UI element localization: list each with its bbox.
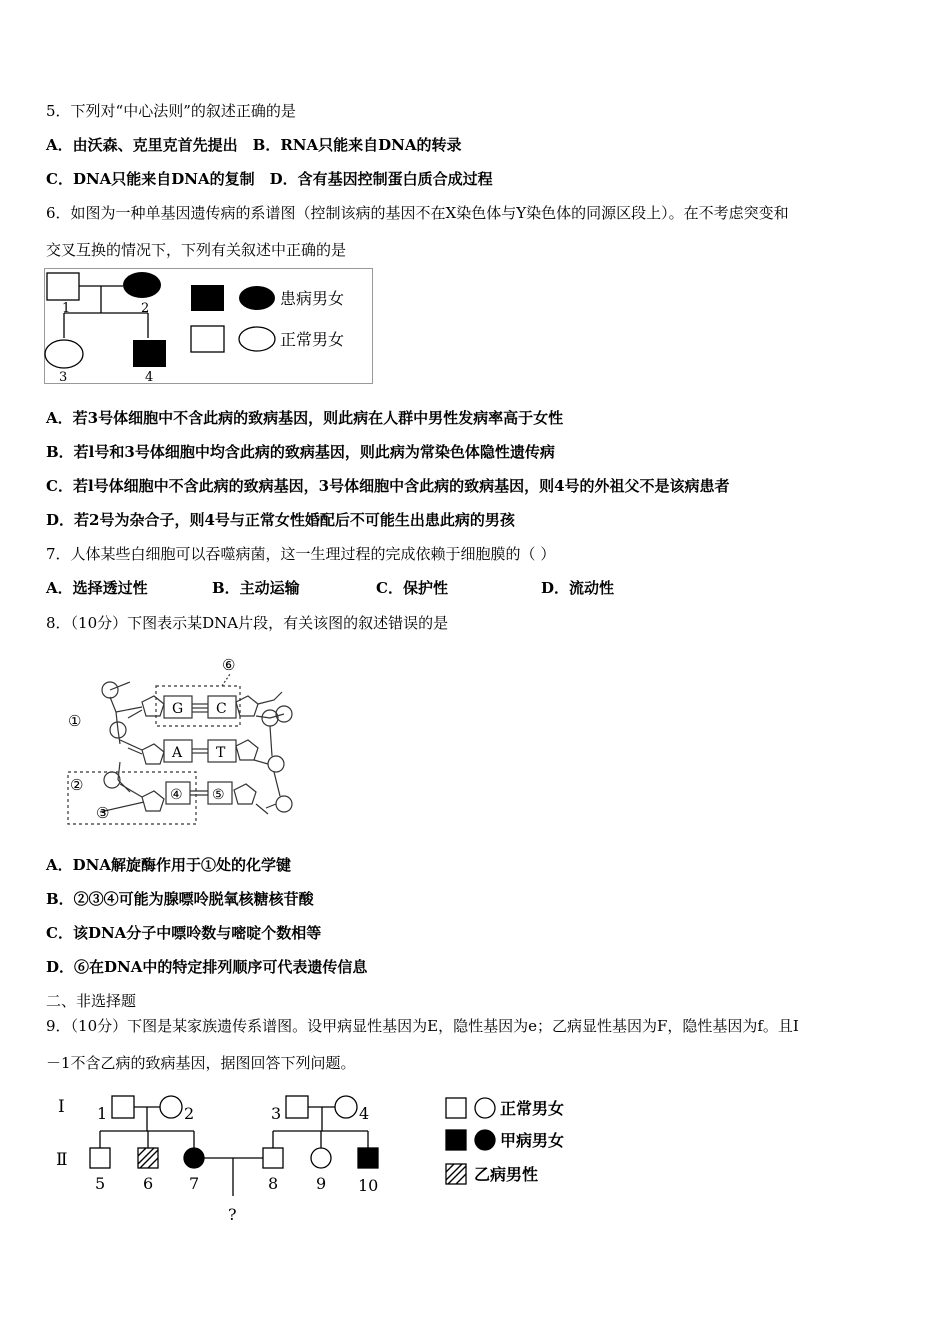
q8-option-d: D．⑥在DNA中的特定排列顺序可代表遗传信息: [46, 958, 368, 976]
q9-I1-normal-male: [112, 1096, 134, 1118]
q6-individual-3-normal-female: [45, 340, 83, 368]
q9-id-5: 5: [95, 1174, 106, 1193]
q9-stem-line1: 9．（10分）下图是某家族遗传系谱图。设甲病显性基因为E，隐性基因为e；乙病显性基因为F，隐性基因为f。且Ⅰ: [46, 1017, 799, 1035]
q9-id-2: 2: [184, 1104, 195, 1123]
q6-option-b: B．若l号和3号体细胞中均含此病的致病基因，则此病为常染色体隐性遗传病: [46, 443, 555, 461]
q7-option-d: D．流动性: [541, 579, 615, 597]
q8-option-c: C．该DNA分子中嘌呤数与嘧啶个数相等: [46, 924, 322, 942]
q9-I3-normal-male: [286, 1096, 308, 1118]
q6-id-1: 1: [62, 301, 71, 316]
q6-id-4: 4: [145, 370, 154, 385]
q5-option-cd: C．DNA只能来自DNA的复制 D．含有基因控制蛋白质合成过程: [46, 170, 493, 188]
q9-II6-disease-b-male: [138, 1148, 158, 1168]
q9-legend-disease-a: 甲病男女: [500, 1131, 565, 1150]
q6-legend-affected-male-symbol: [191, 285, 224, 311]
q8-marker-2: ②: [70, 776, 84, 794]
q7-stem: 7．人体某些白细胞可以吞噬病菌，这一生理过程的完成依赖于细胞膜的（ ）: [46, 545, 556, 563]
q9-unknown-child: ?: [228, 1205, 237, 1224]
q9-legend-normal-male-symbol: [446, 1098, 466, 1118]
q8-marker-3: ③: [96, 804, 110, 822]
q9-stem-line2: －1不含乙病的致病基因，据图回答下列问题。: [46, 1054, 356, 1072]
q6-individual-2-affected-female: [123, 272, 161, 298]
q6-stem-line1: 6．如图为一种单基因遗传病的系谱图（控制该病的基因不在X染色体与Y染色体的同源区段上）。在不考虑突变和: [46, 204, 789, 222]
q6-id-2: 2: [141, 301, 150, 316]
q5-option-ab: A．由沃森、克里克首先提出 B．RNA只能来自DNA的转录: [46, 136, 462, 154]
q9-legend-normal: 正常男女: [500, 1099, 565, 1118]
q9-legend-disease-a-male-symbol: [446, 1130, 466, 1150]
q6-individual-4-affected-male: [133, 340, 166, 367]
q6-legend-affected-female-symbol: [239, 286, 275, 310]
q9-id-10: 10: [358, 1176, 379, 1195]
q8-dna-figure: [62, 652, 307, 832]
section-heading: 二、非选择题: [46, 992, 137, 1010]
q6-legend-normal-female-symbol: [239, 327, 275, 351]
q8-option-a: A．DNA解旋酶作用于①处的化学键: [46, 856, 291, 874]
q9-gen-label-II: Ⅱ: [56, 1150, 68, 1170]
q6-option-d: D．若2号为杂合子，则4号与正常女性婚配后不可能生出患此病的男孩: [46, 511, 515, 529]
q9-id-3: 3: [271, 1104, 282, 1123]
q6-option-c: C．若l号体细胞中不含此病的致病基因，3号体细胞中含此病的致病基因，则4号的外祖父不是该病患者: [46, 477, 730, 495]
q6-pedigree-figure: [44, 268, 374, 385]
q8-base-t: T: [216, 745, 226, 761]
q8-marker-4: ④: [170, 787, 183, 803]
q9-legend-disease-a-female-symbol: [475, 1130, 495, 1150]
q9-id-7: 7: [189, 1174, 200, 1193]
q6-stem-line2: 交叉互换的情况下，下列有关叙述中正确的是: [46, 241, 347, 259]
q6-legend-affected: 患病男女: [280, 289, 345, 308]
q9-legend-disease-b-male-symbol: [446, 1164, 466, 1184]
q9-gen-label-I: Ⅰ: [58, 1097, 65, 1117]
q9-id-1: 1: [97, 1104, 108, 1123]
q9-id-6: 6: [143, 1174, 154, 1193]
q8-option-b: B．②③④可能为腺嘌呤脱氧核糖核苷酸: [46, 890, 314, 908]
q9-II7-disease-a-female: [184, 1148, 204, 1168]
q9-II9-normal-female: [311, 1148, 331, 1168]
q7-option-b: B．主动运输: [212, 579, 300, 597]
q9-pedigree-figure: [52, 1088, 592, 1228]
q9-II5-normal-male: [90, 1148, 110, 1168]
q6-individual-1-normal-male: [47, 273, 79, 300]
q9-I4-normal-female: [335, 1096, 357, 1118]
q9-II10-disease-a-male: [358, 1148, 378, 1168]
q6-id-3: 3: [59, 370, 68, 385]
q9-legend-disease-b: 乙病男性: [474, 1165, 539, 1184]
q9-id-4: 4: [359, 1104, 370, 1123]
q8-marker-6: ⑥: [222, 656, 236, 674]
q9-legend-normal-female-symbol: [475, 1098, 495, 1118]
q6-legend-normal-male-symbol: [191, 326, 224, 352]
q8-marker-1: ①: [68, 712, 82, 730]
q8-base-c: C: [216, 701, 227, 717]
q8-stem: 8．（10分）下图表示某DNA片段，有关该图的叙述错误的是: [46, 614, 449, 632]
q7-option-c: C．保护性: [376, 579, 448, 597]
q6-option-a: A．若3号体细胞中不含此病的致病基因，则此病在人群中男性发病率高于女性: [46, 409, 564, 427]
q6-legend-normal: 正常男女: [280, 330, 345, 349]
q9-I2-normal-female: [160, 1096, 182, 1118]
q8-base-a: A: [172, 745, 183, 761]
q9-id-8: 8: [268, 1174, 279, 1193]
q9-II8-normal-male: [263, 1148, 283, 1168]
q5-stem: 5．下列对“中心法则”的叙述正确的是: [46, 102, 296, 120]
q7-option-a: A．选择透过性: [46, 579, 148, 597]
q8-marker-5: ⑤: [212, 787, 225, 803]
q8-base-g: G: [172, 701, 184, 717]
q9-id-9: 9: [316, 1174, 327, 1193]
